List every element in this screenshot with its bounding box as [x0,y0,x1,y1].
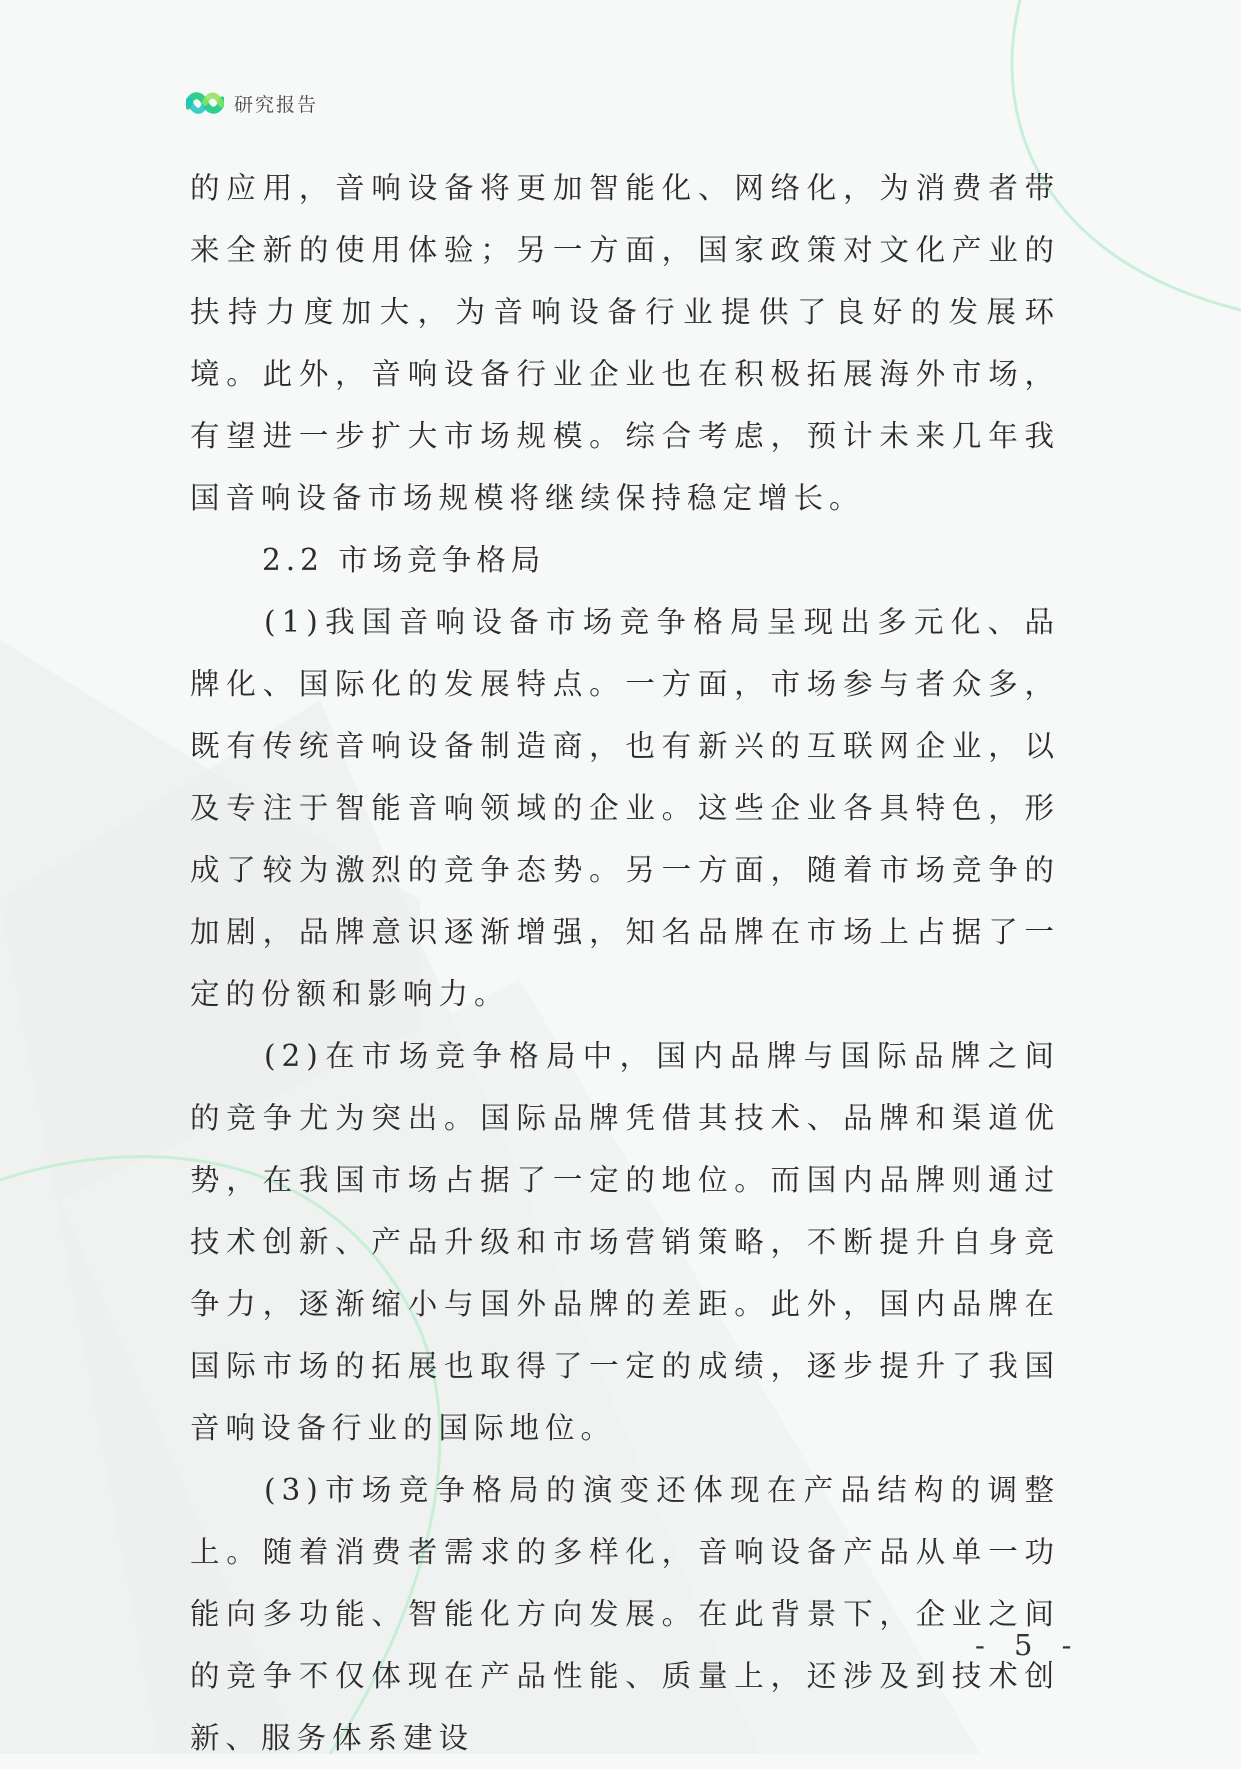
section-paragraph-1: (1)我国音响设备市场竞争格局呈现出多元化、品牌化、国际化的发展特点。一方面，市场参与者众多，既有传统音响设备制造商，也有新兴的互联网企业，以及专注于智能音响领域的企业。这些企业各具特色，形成了较为激烈的竞争态势。另一方面，随着市场竞争的加剧，品牌意识逐渐增强，知名品牌在市场上占据了一定的份额和影响力。 [190,605,1060,1011]
document-body [190,157,1060,1769]
section-paragraph-3: (3)市场竞争格局的演变还体现在产品结构的调整上。随着消费者需求的多样化，音响设备产品从单一功能向多功能、智能化方向发展。在此背景下，企业之间的竞争不仅体现在产品性能、质量上，还涉及到技术创新、服务体系建设 [190,1473,1060,1755]
section-heading: 2.2 市场竞争格局 [262,543,546,577]
page-number: - 5 - [975,1628,1082,1662]
section-paragraph-2: (2)在市场竞争格局中，国内品牌与国际品牌之间的竞争尤为突出。国际品牌凭借其技术、品牌和渠道优势，在我国市场占据了一定的地位。而国内品牌则通过技术创新、产品升级和市场营销策略，不断提升自身竞争力，逐渐缩小与国外品牌的差距。此外，国内品牌在国际市场的拓展也取得了一定的成绩，逐步提升了我国音响设备行业的国际地位。 [190,1039,1060,1445]
body-paragraph: 的应用，音响设备将更加智能化、网络化，为消费者带来全新的使用体验；另一方面，国家政策对文化产业的扶持力度加大，为音响设备行业提供了良好的发展环境。此外，音响设备行业企业也在积极拓展海外市场，有望进一步扩大市场规模。综合考虑，预计未来几年我国音响设备市场规模将继续保持稳定增长。 [190,171,1060,515]
brand-logo-icon [186,88,224,118]
header-title: 研究报告 [234,93,319,116]
report-header [186,88,318,118]
